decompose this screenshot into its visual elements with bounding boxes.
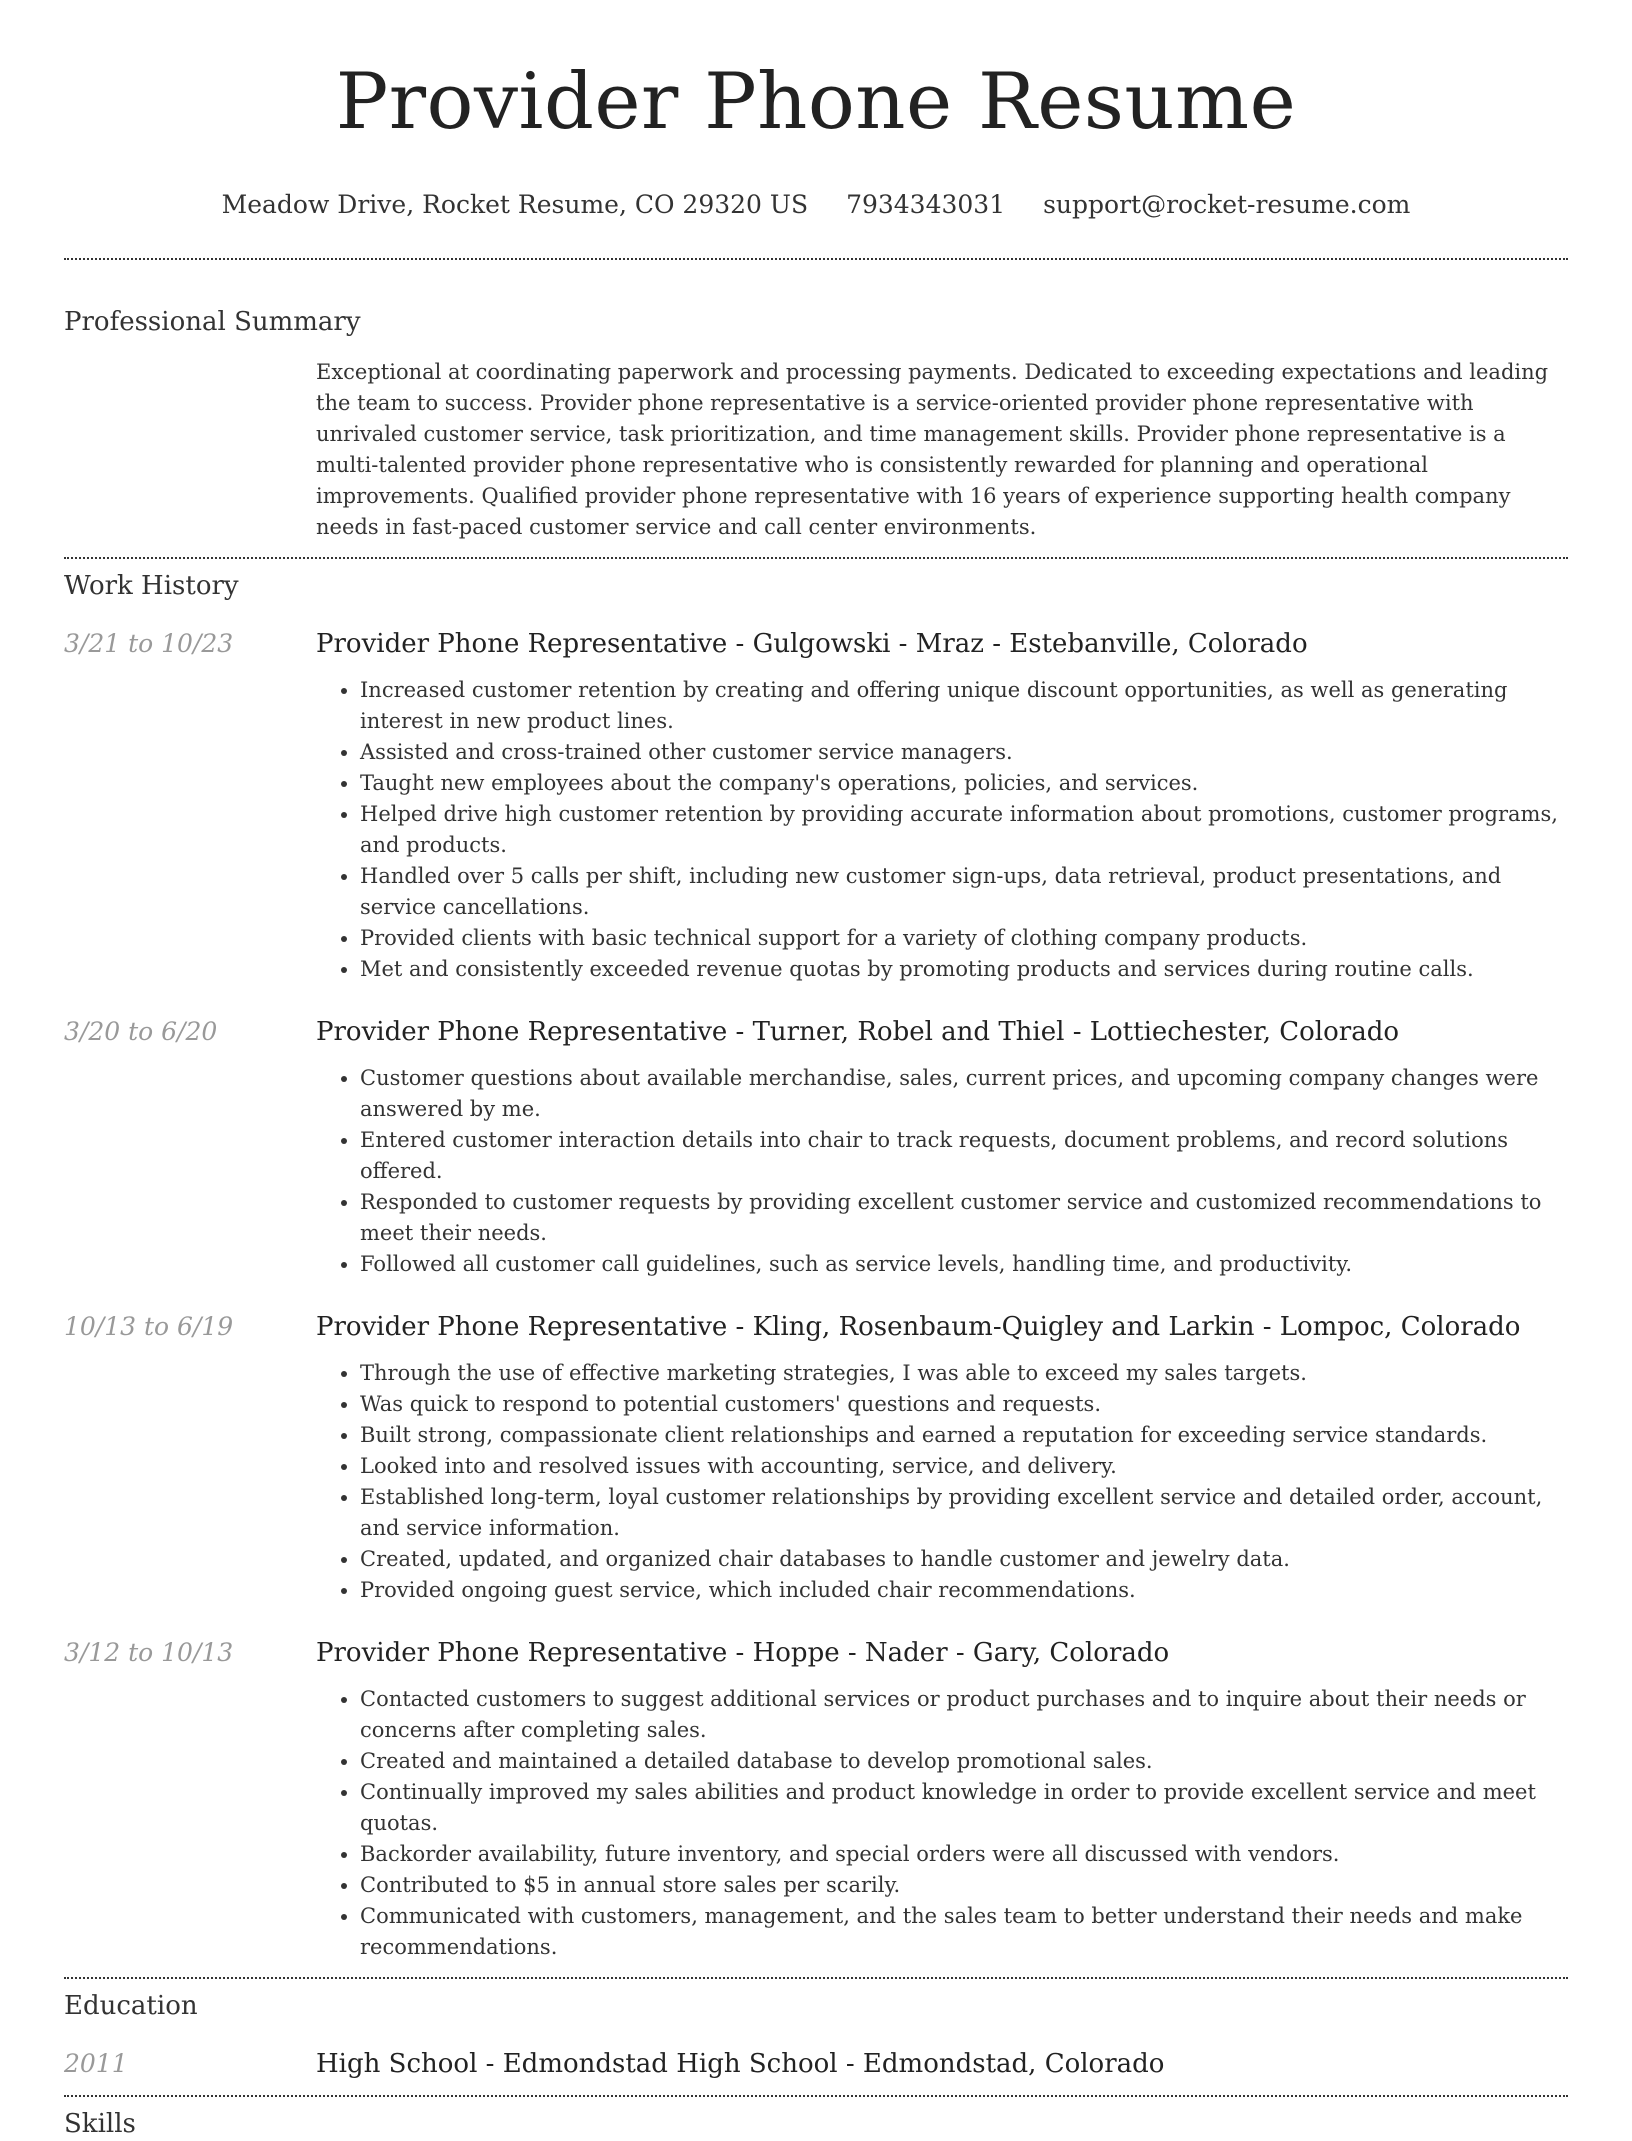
- job-bullet: • Created, updated, and organized chair databases to handle customer and jewelry data.: [360, 1544, 1568, 1575]
- job-entry: [64, 1310, 1568, 1606]
- job-details: [316, 1310, 1568, 1606]
- job-bullets: [316, 675, 1568, 985]
- section-title-education: Education: [64, 1991, 198, 2021]
- job-entry: [64, 1015, 1568, 1280]
- job-bullet: • Customer questions about available merchandise, sales, current prices, and upcoming company changes were answered by me.: [360, 1063, 1568, 1125]
- job-bullet: • Entered customer interaction details into chair to track requests, document problems, and record solutions offered.: [360, 1125, 1568, 1187]
- resume-title: Provider Phone Resume: [335, 57, 1297, 147]
- education-details: [316, 2047, 1568, 2081]
- job-bullet: • Increased customer retention by creating and offering unique discount opportunities, as well as generating interest in new product lines.: [360, 675, 1568, 737]
- job-bullet: • Continually improved my sales abilities and product knowledge in order to provide excellent service and meet quotas.: [360, 1777, 1568, 1839]
- job-bullet: • Created and maintained a detailed database to develop promotional sales.: [360, 1746, 1568, 1777]
- job-bullet: • Met and consistently exceeded revenue quotas by promoting products and services during routine calls.: [360, 954, 1568, 985]
- job-bullet: • Contributed to $5 in annual store sales per scarily.: [360, 1870, 1568, 1901]
- education-entry: [64, 2047, 1568, 2081]
- education-title: High School - Edmondstad High School - Edmondstad, Colorado: [316, 2049, 1165, 2079]
- divider: [64, 258, 1568, 260]
- summary-text: Exceptional at coordinating paperwork and processing payments. Dedicated to exceeding expectations and leading the team to success. Provider phone representative is a service-oriented provider phone representative with unrivaled customer service, task prioritization, and time management skills. Provider phone representative is a multi-talented provider phone representative who is consistently rewarded for planning and operational improvements. Qualified provider phone representative with 16 years of experience supporting health company needs in fast-paced customer service and call center environments.: [316, 360, 1549, 539]
- divider: [64, 2095, 1568, 2097]
- job-bullet: • Contacted customers to suggest additional services or product purchases and to inquire about their needs or concerns after completing sales.: [360, 1684, 1568, 1746]
- contact-line: [64, 188, 1568, 222]
- job-bullets: [316, 1684, 1568, 1963]
- job-dates: 3/21 to 10/23: [64, 629, 234, 658]
- job-details: [316, 1636, 1568, 1963]
- job-title: Provider Phone Representative - Gulgowski - Mraz - Estebanville, Colorado: [316, 629, 1308, 659]
- job-title: Provider Phone Representative - Kling, Rosenbaum-Quigley and Larkin - Lompoc, Colorado: [316, 1312, 1521, 1342]
- job-title: Provider Phone Representative - Hoppe - Nader - Gary, Colorado: [316, 1638, 1170, 1668]
- job-dates: 10/13 to 6/19: [64, 1312, 234, 1341]
- job-bullets: [316, 1063, 1568, 1280]
- divider: [64, 557, 1568, 559]
- job-bullet: • Was quick to respond to potential customers' questions and requests.: [360, 1389, 1568, 1420]
- section-title-skills: Skills: [64, 2109, 136, 2139]
- contact-address: Meadow Drive, Rocket Resume, CO 29320 US: [221, 190, 809, 219]
- job-bullet: • Provided clients with basic technical support for a variety of clothing company products.: [360, 923, 1568, 954]
- job-entry: [64, 627, 1568, 985]
- job-bullet: • Established long-term, loyal customer relationships by providing excellent service and detailed order, account, and service information.: [360, 1482, 1568, 1544]
- job-details: [316, 1015, 1568, 1280]
- job-bullet: • Taught new employees about the company's operations, policies, and services.: [360, 768, 1568, 799]
- job-title: Provider Phone Representative - Turner, Robel and Thiel - Lottiechester, Colorado: [316, 1017, 1399, 1047]
- skills-section: [64, 2107, 1568, 2141]
- job-bullet: • Looked into and resolved issues with accounting, service, and delivery.: [360, 1451, 1568, 1482]
- divider: [64, 1977, 1568, 1979]
- summary-section: [64, 305, 1568, 543]
- job-bullet: • Built strong, compassionate client relationships and earned a reputation for exceeding service standards.: [360, 1420, 1568, 1451]
- education-year: 2011: [64, 2049, 128, 2078]
- job-bullet: • Backorder availability, future inventory, and special orders were all discussed with vendors.: [360, 1839, 1568, 1870]
- job-bullet: • Provided ongoing guest service, which included chair recommendations.: [360, 1575, 1568, 1606]
- job-entry: [64, 1636, 1568, 1963]
- job-bullet: • Handled over 5 calls per shift, including new customer sign-ups, data retrieval, product presentations, and service cancellations.: [360, 861, 1568, 923]
- job-bullet: • Through the use of effective marketing strategies, I was able to exceed my sales targets.: [360, 1358, 1568, 1389]
- job-bullet: • Helped drive high customer retention by providing accurate information about promotions, customer programs, and products.: [360, 799, 1568, 861]
- job-dates: 3/12 to 10/13: [64, 1638, 234, 1667]
- job-dates: 3/20 to 6/20: [64, 1017, 218, 1046]
- section-title-work-history: Work History: [64, 571, 239, 601]
- contact-email: support@rocket-resume.com: [1043, 190, 1411, 219]
- contact-phone: 7934343031: [846, 190, 1006, 219]
- job-details: [316, 627, 1568, 985]
- education-section: [64, 1989, 1568, 2081]
- section-title-summary: Professional Summary: [64, 307, 361, 337]
- job-bullet: • Assisted and cross-trained other customer service managers.: [360, 737, 1568, 768]
- job-bullets: [316, 1358, 1568, 1606]
- job-bullet: • Followed all customer call guidelines, such as service levels, handling time, and productivity.: [360, 1249, 1568, 1280]
- job-bullet: • Communicated with customers, management, and the sales team to better understand their needs and make recommendations.: [360, 1901, 1568, 1963]
- work-history-section: [64, 569, 1568, 1963]
- job-bullet: • Responded to customer requests by providing excellent customer service and customized recommendations to meet their needs.: [360, 1187, 1568, 1249]
